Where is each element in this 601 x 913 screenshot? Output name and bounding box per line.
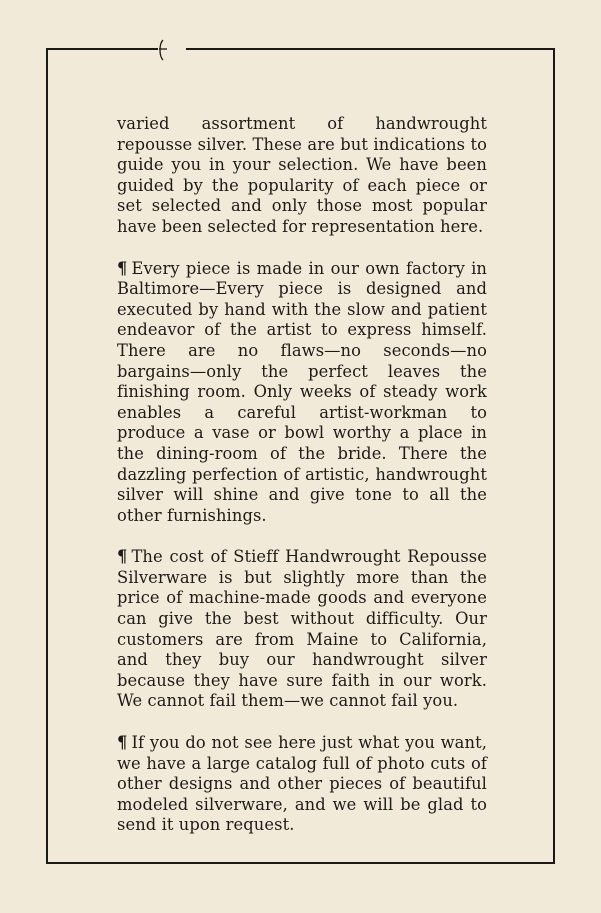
paragraph-text: varied assortment of handwrought repousse silver. These are but indications to guide you in your selection. We have been guided by the popularity of each piece or set selected and only those most popular have been selected for representation here. <box>117 114 487 236</box>
frame-left-rule <box>46 48 48 864</box>
paragraph-catalog <box>117 733 487 836</box>
paragraph-text: The cost of Stieff Handwrought Repousse Silverware is but slightly more than the price of machine-made goods and everyone can give the best without difficulty. Our customers are from Maine to California, and they buy our handwrought silver because they have sure faith in our work. We cannot fail them—we cannot fail you. <box>117 547 487 711</box>
pilcrow-icon: ¶ <box>117 547 128 567</box>
frame-top-right-rule <box>186 48 555 50</box>
pilcrow-icon: ¶ <box>117 258 128 278</box>
body-text <box>117 114 487 857</box>
frame-bottom-rule <box>46 862 555 864</box>
frame-right-rule <box>553 48 555 864</box>
paragraph-text: Every piece is made in our own factory in Baltimore—Every piece is designed and executed by hand with the slow and patient endeavor of the artist to express himself. There are no flaws—no seconds—no bargains—only the perfect leaves the finishing room. Only weeks of steady work enables a careful artist-workman to produce a vase or bowl worthy a place in the dining-room of the bride. There the dazzling perfection of artistic, handwrought silver will shine and give tone to all the other furnishings. <box>117 258 487 525</box>
pilcrow-icon: ¶ <box>117 733 128 753</box>
paragraph-cost <box>117 547 487 712</box>
paragraph-factory <box>117 259 487 527</box>
frame-ornament-icon <box>155 38 167 62</box>
paragraph-intro <box>117 114 487 238</box>
paragraph-text: If you do not see here just what you want, we have a large catalog full of photo cuts of other designs and other pieces of beautiful modeled silverware, and we will be glad to send it upon request. <box>117 733 487 835</box>
frame-top-left-rule <box>46 48 158 50</box>
